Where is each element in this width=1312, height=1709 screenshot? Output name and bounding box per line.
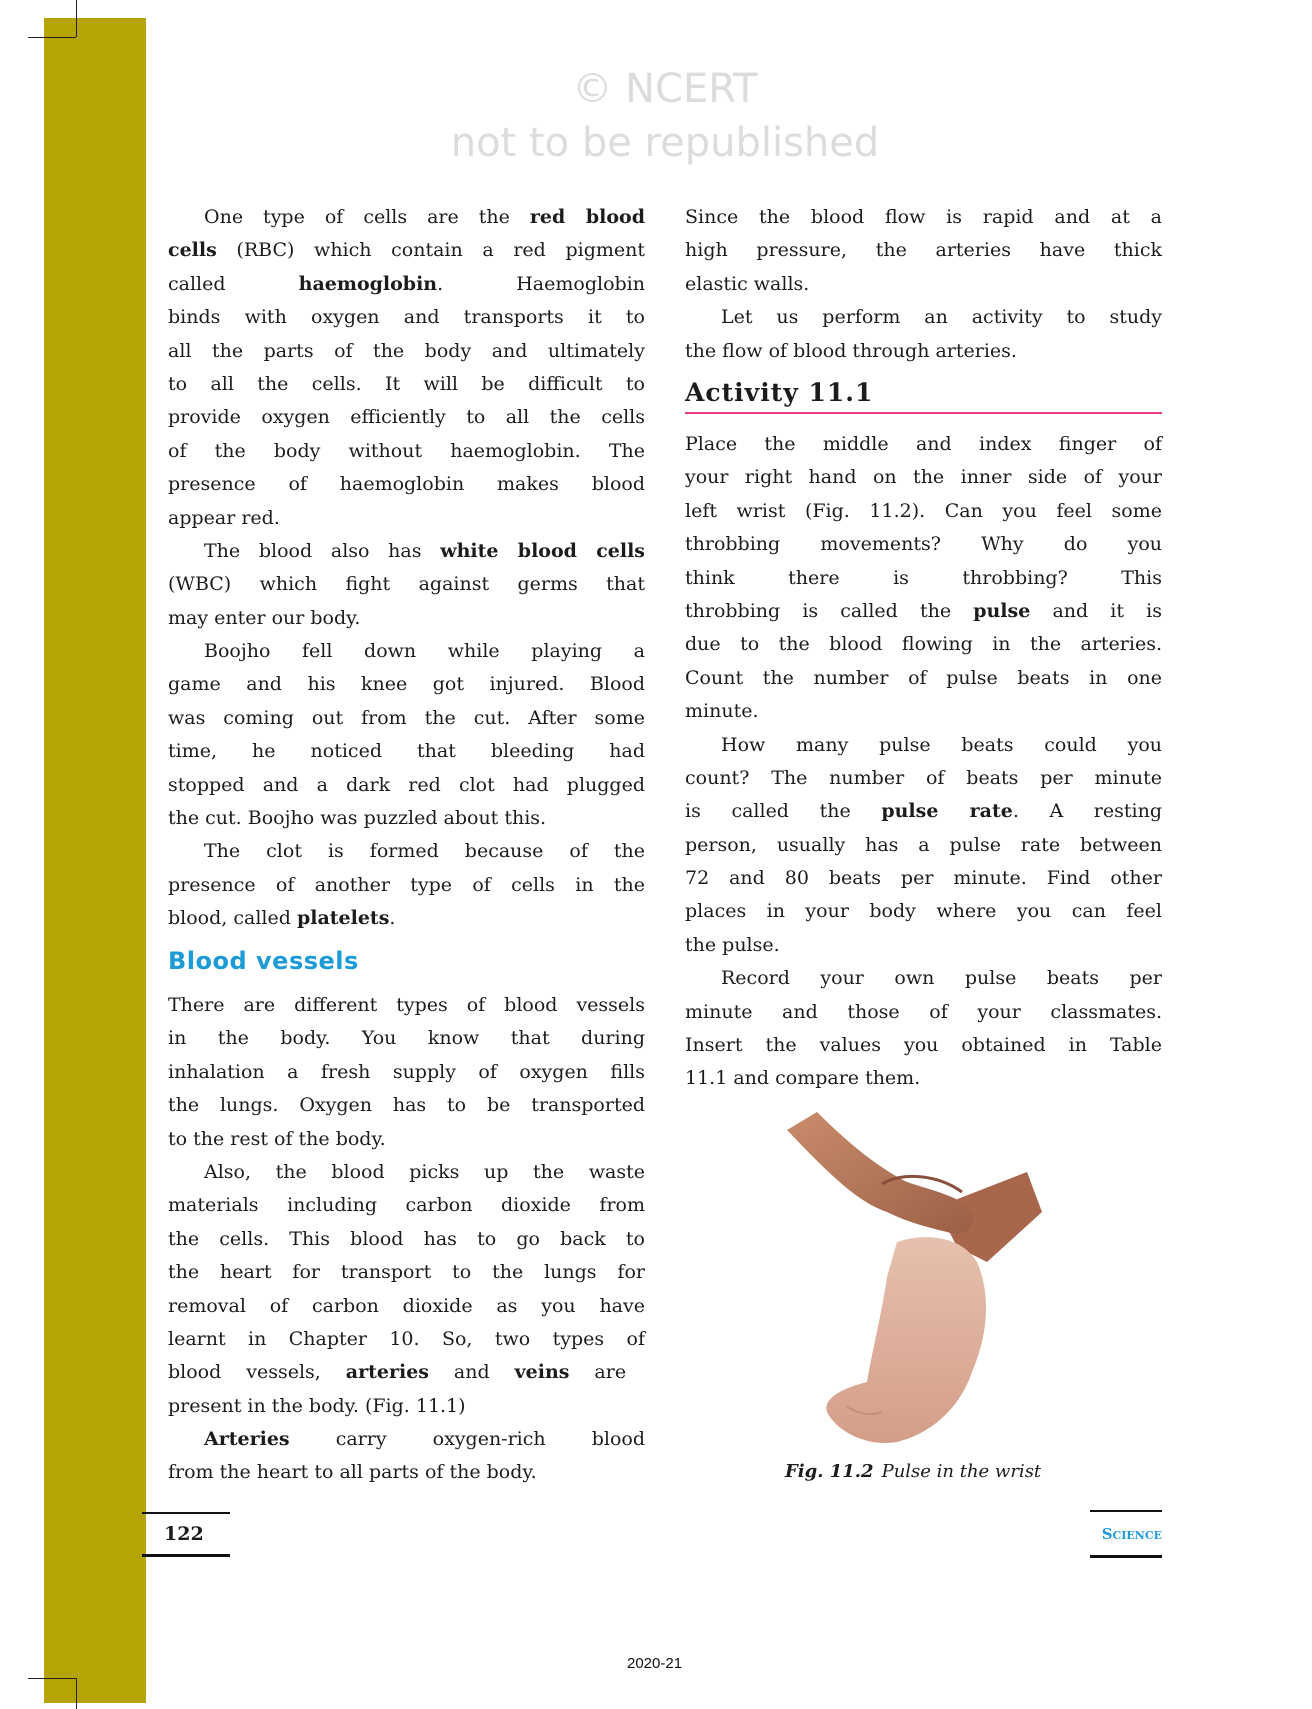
text-line-content: [168, 1295, 645, 1317]
text-line: [685, 795, 1162, 828]
text-run: and it is: [1030, 599, 1162, 622]
text-line: [168, 869, 645, 902]
text-run: Count the number of pulse beats in one: [685, 666, 1162, 689]
text-line-content: [168, 440, 645, 462]
text-run: places in your body where you can feel: [685, 900, 1162, 923]
text-run: are: [569, 1361, 627, 1384]
subject-rule-top: [1090, 1510, 1162, 1512]
crop-mark: [76, 0, 77, 37]
figure-caption: [785, 1460, 1041, 1484]
text-line: [685, 528, 1162, 561]
text-line-content: [168, 1361, 626, 1383]
activity-body: [685, 428, 1162, 1096]
text-line-content: [168, 707, 645, 729]
text-run: Since the blood flow is rapid and at a: [685, 206, 1162, 228]
text-line: [168, 989, 645, 1022]
text-line-content: [204, 1428, 645, 1450]
text-line-content: [168, 1194, 645, 1216]
text-run: the cut. Boojho was puzzled about this.: [168, 807, 547, 830]
bold-term: veins: [514, 1361, 570, 1384]
text-run: minute.: [685, 700, 759, 723]
text-run: of the body without haemoglobin. The: [168, 439, 645, 462]
blood-vessels-body: [168, 989, 645, 1490]
text-line: [685, 829, 1162, 862]
text-run: throbbing is called the: [685, 599, 974, 622]
text-line-content: [168, 1128, 386, 1150]
text-line-content: [168, 807, 546, 829]
text-line: [168, 201, 645, 234]
right-column-body: [685, 201, 1162, 368]
left-column-body: [168, 201, 645, 936]
text-run: from the heart to all parts of the body.: [168, 1461, 537, 1484]
text-run: The blood also has: [204, 539, 441, 562]
text-line: [685, 929, 1162, 962]
text-line-content: [685, 567, 1162, 589]
bold-term: haemoglobin: [298, 272, 438, 295]
text-line-content: [721, 967, 1162, 989]
text-run: stopped and a dark red clot had plugged: [168, 773, 645, 796]
text-line-content: [168, 1395, 466, 1417]
text-line-content: [168, 406, 645, 428]
paragraph: [168, 1423, 645, 1490]
paragraph: [685, 729, 1162, 963]
text-line: [168, 735, 645, 768]
text-run: (RBC) which contain a red pigment: [216, 239, 645, 262]
subject-rule-bottom: [1090, 1555, 1162, 1558]
section-heading-blood-vessels: Blood vessels: [168, 947, 359, 975]
text-line-content: [168, 306, 645, 328]
text-line: [168, 502, 645, 535]
text-line: [168, 1390, 645, 1423]
activity-heading: Activity 11.1: [685, 378, 1162, 414]
crop-mark: [28, 37, 76, 38]
text-run: There are different types of blood vessels: [168, 994, 645, 1016]
paragraph: [168, 635, 645, 835]
text-line-content: [685, 340, 1017, 362]
text-run: presence of another type of cells in the: [168, 873, 645, 896]
text-line: [168, 702, 645, 735]
text-line-content: [168, 473, 645, 495]
text-line: [168, 335, 645, 368]
text-line: [168, 1056, 645, 1089]
bold-term: white blood cells: [440, 539, 645, 562]
text-line-content: [685, 700, 759, 722]
text-line-content: [685, 834, 1162, 856]
text-run: removal of carbon dioxide as you have: [168, 1294, 645, 1317]
text-run: all the parts of the body and ultimately: [168, 339, 645, 362]
text-line: [685, 962, 1162, 995]
text-run: Place the middle and index finger of: [685, 433, 1162, 455]
text-line: [168, 602, 645, 635]
text-run: may enter our body.: [168, 606, 361, 629]
text-run: in the body. You know that during: [168, 1027, 645, 1050]
text-line: [168, 1156, 645, 1189]
text-run: materials including carbon dioxide from: [168, 1194, 645, 1217]
paragraph: [168, 1156, 645, 1423]
text-run: is called the: [685, 800, 882, 823]
text-run: think there is throbbing? This: [685, 566, 1162, 589]
text-line: [168, 1356, 645, 1389]
text-line: [168, 1022, 645, 1055]
paragraph: [168, 201, 645, 535]
text-line-content: [685, 667, 1162, 689]
text-line-content: [721, 306, 1162, 328]
text-run: and: [428, 1361, 515, 1384]
text-line: [168, 1423, 645, 1456]
text-line-content: [168, 740, 645, 762]
text-run: One type of cells are the: [204, 206, 530, 228]
text-line-content: [685, 633, 1162, 655]
text-line-content: [721, 734, 1162, 756]
text-line-content: [168, 239, 645, 261]
paragraph: [685, 301, 1162, 368]
paragraph: [168, 835, 645, 935]
text-line: [685, 461, 1162, 494]
text-run: the lungs. Oxygen has to be transported: [168, 1094, 645, 1117]
text-line-content: [168, 1261, 645, 1283]
text-line-content: [168, 507, 280, 529]
text-run: time, he noticed that bleeding had: [168, 740, 645, 763]
text-line-content: [168, 1228, 645, 1250]
text-line: [168, 1323, 645, 1356]
text-line-content: [685, 1001, 1162, 1023]
figure-caption-text: Pulse in the wrist: [881, 1461, 1042, 1482]
text-run: presence of haemoglobin makes blood: [168, 473, 645, 496]
text-run: the flow of blood through arteries.: [685, 339, 1017, 362]
text-run: .: [389, 907, 396, 930]
text-line-content: [168, 907, 395, 929]
text-line: [685, 595, 1162, 628]
text-line: [168, 668, 645, 701]
text-line: [685, 996, 1162, 1029]
bold-term: arteries: [345, 1361, 429, 1384]
text-line: [168, 1089, 645, 1122]
text-run: to the rest of the body.: [168, 1127, 386, 1150]
text-line: [685, 268, 1162, 301]
text-run: blood, called: [168, 907, 297, 930]
text-line-content: [685, 1067, 920, 1089]
subject-label: Science: [1101, 1525, 1162, 1543]
text-run: to all the cells. It will be difficult to: [168, 372, 645, 395]
text-run: called: [168, 272, 299, 295]
text-line-content: [168, 1061, 645, 1083]
page-number: 122: [164, 1523, 204, 1545]
text-run: due to the blood flowing in the arteries.: [685, 633, 1162, 656]
text-line: [685, 1029, 1162, 1062]
text-line: [685, 428, 1162, 461]
bold-term: Arteries: [204, 1428, 290, 1451]
text-line: [168, 902, 645, 935]
paragraph: [168, 989, 645, 1156]
bold-term: pulse: [973, 599, 1031, 622]
text-line-content: [168, 1461, 537, 1483]
text-line-content: [168, 273, 645, 295]
crop-mark: [76, 1678, 77, 1709]
text-line: [168, 1456, 645, 1489]
pulse-wrist-photo: [787, 1112, 1042, 1447]
text-line-content: [168, 1328, 645, 1350]
text-run: the cells. This blood has to go back to: [168, 1227, 645, 1250]
watermark-line: not to be republished: [450, 120, 880, 166]
text-line-content: [685, 1034, 1162, 1056]
text-line: [685, 628, 1162, 661]
text-line: [168, 535, 645, 568]
text-run: . Haemoglobin: [437, 272, 645, 295]
text-line-content: [685, 900, 1162, 922]
text-line: [168, 802, 645, 835]
page-number-rule-top: [142, 1512, 230, 1514]
text-run: person, usually has a pulse rate between: [685, 833, 1162, 856]
text-line-content: [168, 774, 645, 796]
text-run: How many pulse beats could you: [721, 733, 1162, 756]
text-run: minute and those of your classmates.: [685, 1000, 1162, 1023]
text-run: appear red.: [168, 506, 280, 529]
bold-term: platelets: [296, 907, 390, 930]
text-line: [685, 862, 1162, 895]
text-run: your right hand on the inner side of your: [685, 466, 1162, 489]
text-line-content: [168, 1094, 645, 1116]
paragraph: [685, 962, 1162, 1096]
text-line-content: [685, 433, 1162, 455]
chapter-color-bar: [44, 18, 146, 1703]
text-line: [685, 662, 1162, 695]
paragraph: [685, 201, 1162, 301]
text-line: [685, 729, 1162, 762]
text-run: learnt in Chapter 10. So, two types of: [168, 1327, 645, 1350]
figure-label: Fig. 11.2: [785, 1461, 874, 1482]
text-run: was coming out from the cut. After some: [168, 706, 645, 729]
text-run: the pulse.: [685, 933, 780, 956]
watermark: [168, 62, 1162, 170]
text-run: 72 and 80 beats per minute. Find other: [685, 867, 1162, 890]
text-run: binds with oxygen and transports it to: [168, 306, 645, 329]
text-line: [168, 635, 645, 668]
text-line: [168, 468, 645, 501]
text-line: [168, 1189, 645, 1222]
text-line-content: [685, 934, 780, 956]
text-line: [685, 335, 1162, 368]
text-run: . A resting: [1012, 800, 1162, 823]
text-line: [168, 301, 645, 334]
text-line-content: [685, 273, 809, 295]
text-line: [168, 1123, 645, 1156]
text-line-content: [685, 500, 1162, 522]
text-run: blood vessels,: [168, 1361, 346, 1384]
text-run: The clot is formed because of the: [204, 840, 645, 863]
text-line-content: [204, 1161, 645, 1183]
text-line: [168, 401, 645, 434]
text-run: elastic walls.: [685, 272, 810, 295]
text-line: [685, 895, 1162, 928]
page-number-rule-bottom: [142, 1554, 230, 1557]
text-line-content: [685, 767, 1162, 789]
text-run: Boojho fell down while playing a: [204, 640, 645, 663]
paragraph: [168, 535, 645, 635]
text-line: [685, 301, 1162, 334]
text-line: [168, 769, 645, 802]
text-run: throbbing movements? Why do you: [685, 533, 1162, 556]
bold-term: pulse rate: [881, 800, 1013, 823]
text-line-content: [168, 673, 645, 695]
text-line-content: [168, 573, 645, 595]
text-line-content: [204, 840, 645, 862]
text-line-content: [204, 206, 645, 228]
text-line-content: [685, 466, 1162, 488]
text-run: the heart for transport to the lungs for: [168, 1261, 645, 1284]
text-line: [685, 234, 1162, 267]
text-run: game and his knee got injured. Blood: [168, 673, 645, 696]
text-line: [685, 495, 1162, 528]
text-run: provide oxygen efficiently to all the cells: [168, 406, 645, 429]
text-run: Insert the values you obtained in Table: [685, 1034, 1162, 1057]
text-run: high pressure, the arteries have thick: [685, 239, 1162, 262]
text-line: [168, 234, 645, 267]
text-line: [168, 368, 645, 401]
text-line: [685, 1062, 1162, 1095]
text-line-content: [168, 1027, 645, 1049]
text-line: [168, 568, 645, 601]
bold-term: red blood: [529, 206, 645, 228]
text-run: left wrist (Fig. 11.2). Can you feel some: [685, 499, 1162, 522]
text-line: [685, 562, 1162, 595]
text-line-content: [685, 600, 1162, 622]
text-line-content: [168, 340, 645, 362]
text-line-content: [685, 800, 1162, 822]
text-line: [168, 835, 645, 868]
edition-year: 2020-21: [627, 1655, 683, 1672]
text-line-content: [685, 239, 1162, 261]
watermark-line: © NCERT: [572, 66, 758, 112]
text-line: [685, 695, 1162, 728]
text-run: (WBC) which fight against germs that: [168, 573, 645, 596]
text-line-content: [685, 533, 1162, 555]
text-line-content: [168, 994, 645, 1016]
text-run: 11.1 and compare them.: [685, 1067, 921, 1090]
text-line-content: [168, 874, 645, 896]
text-line-content: [168, 373, 645, 395]
text-line: [168, 1290, 645, 1323]
crop-mark: [28, 1678, 76, 1679]
text-line: [685, 762, 1162, 795]
text-run: Also, the blood picks up the waste: [204, 1160, 645, 1183]
text-run: inhalation a fresh supply of oxygen fills: [168, 1060, 645, 1083]
text-line-content: [168, 607, 360, 629]
text-line-content: [685, 206, 1162, 228]
text-run: Record your own pulse beats per: [721, 967, 1162, 990]
text-line: [168, 1223, 645, 1256]
text-line: [168, 435, 645, 468]
text-run: carry oxygen-rich blood: [289, 1428, 645, 1451]
text-run: Let us perform an activity to study: [721, 306, 1162, 329]
text-line-content: [204, 640, 645, 662]
text-run: present in the body. (Fig. 11.1): [168, 1394, 466, 1417]
text-line-content: [204, 540, 645, 562]
text-line: [168, 1256, 645, 1289]
text-line: [168, 268, 645, 301]
bold-term: cells: [168, 239, 217, 262]
text-line: [685, 201, 1162, 234]
text-line-content: [685, 867, 1162, 889]
paragraph: [685, 428, 1162, 729]
text-run: count? The number of beats per minute: [685, 766, 1162, 789]
